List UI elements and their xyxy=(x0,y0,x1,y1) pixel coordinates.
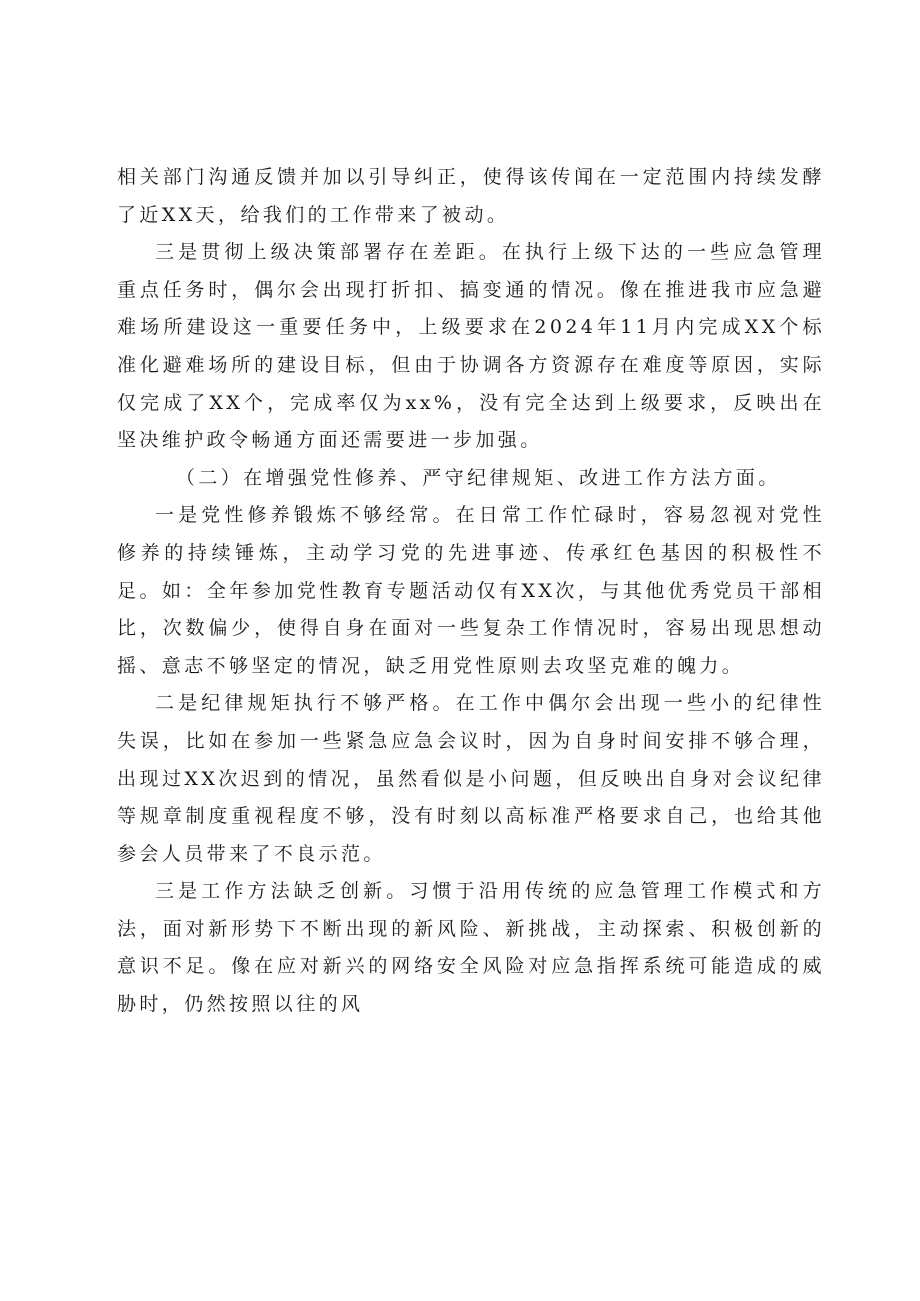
paragraph-continuation: 相关部门沟通反馈并加以引导纠正，使得该传闻在一定范围内持续发酵了近XX天，给我们的工作带来了被动。 xyxy=(117,166,825,226)
document-body xyxy=(117,159,825,1024)
paragraph-point-three-innovation: 三是工作方法缺乏创新。习惯于沿用传统的应急管理工作模式和方法，面对新形势下不断出现的新风险、新挑战，主动探索、积极创新的意识不足。像在应对新兴的网络安全风险对应急指挥系统可能造成的威胁时，仍然按照以往的风 xyxy=(117,880,825,1016)
paragraph-point-two-discipline: 二是纪律规矩执行不够严格。在工作中偶尔会出现一些小的纪律性失误，比如在参加一些紧急应急会议时，因为自身时间安排不够合理，出现过XX次迟到的情况，虽然看似是小问题，但反映出自身对会议纪律等规章制度重视程度不够，没有时刻以高标准严格要求自己，也给其他参会人员带来了不良示范。 xyxy=(117,692,825,865)
paragraph-point-one-party-spirit: 一是党性修养锻炼不够经常。在日常工作忙碌时，容易忽视对党性修养的持续锤炼，主动学习党的先进事迹、传承红色基因的积极性不足。如：全年参加党性教育专题活动仅有XX次，与其他优秀党员干部相比，次数偏少，使得自身在面对一些复杂工作情况时，容易出现思想动摇、意志不够坚定的情况，缺乏用党性原则去攻坚克难的魄力。 xyxy=(117,504,825,677)
paragraph-point-three-implementation: 三是贯彻上级决策部署存在差距。在执行上级下达的一些应急管理重点任务时，偶尔会出现打折扣、搞变通的情况。像在推进我市应急避难场所建设这一重要任务中，上级要求在2024年11月内完成XX个标准化避难场所的建设目标，但由于协调各方资源存在难度等原因，实际仅完成了XX个，完成率仅为xx%，没有完全达到上级要求，反映出在坚决维护政令畅通方面还需要进一步加强。 xyxy=(117,241,825,452)
section-heading-two: （二）在增强党性修养、严守纪律规矩、改进工作方法方面。 xyxy=(175,466,781,489)
